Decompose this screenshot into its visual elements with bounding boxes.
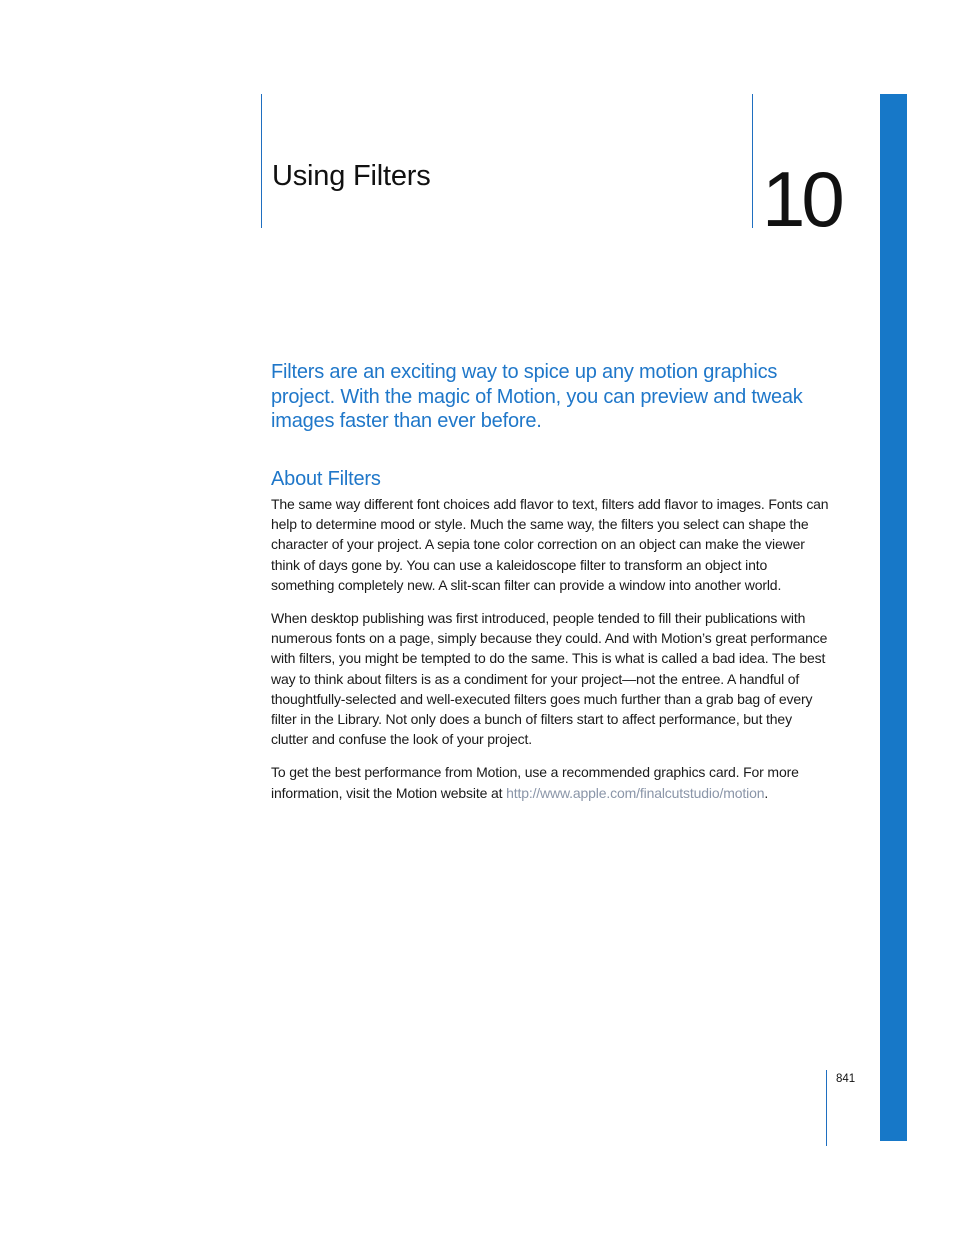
section-body xyxy=(271,494,831,816)
chapter-intro: Filters are an exciting way to spice up any motion graphics project. With the magic of Motion, you can preview and tweak images faster than ever before. xyxy=(271,361,803,432)
body-paragraph-1: The same way different font choices add flavor to text, filters add flavor to images. Fonts can help to determine mood or style. Much the same way, the filters you select can shape the character of your project. A sepia tone color correction on an object can make the viewer think of days gone by. You can use a kaleidoscope filter to transform an object into something completely new. A slit-scan filter can provide a window into another world. xyxy=(271,496,829,593)
page-number-rule xyxy=(826,1070,827,1146)
page-number: 841 xyxy=(836,1073,856,1085)
chapter-title: Using Filters xyxy=(272,160,431,192)
body-paragraph-3-end: . xyxy=(764,784,769,801)
section-heading: About Filters xyxy=(271,468,381,490)
chapter-side-tab xyxy=(880,94,907,1141)
body-paragraph-2: When desktop publishing was first introduced, people tended to fill their publications with numerous fonts on a page, simply because they could. And with Motion’s great performance with filters, you might be tempted to do the same. This is what is called a bad idea. The best way to think about filters is as a condiment for your project—not the entree. A handful of thoughtfully-selected and well-executed filters goes much further than a grab bag of every filter in the Library. Not only does a bunch of filters start to affect performance, but they clutter and confuse the look of your project. xyxy=(271,610,828,748)
motion-website-link[interactable]: http://www.apple.com/finalcutstudio/motion xyxy=(506,784,765,801)
chapter-number-rule xyxy=(752,94,753,228)
body-paragraph-3 xyxy=(271,762,831,802)
chapter-title-rule xyxy=(261,94,262,228)
body-paragraph-3-text: To get the best performance from Motion, use a recommended graphics card. For more information, visit the Motion website at xyxy=(271,764,799,801)
chapter-number: 10 xyxy=(762,155,841,243)
